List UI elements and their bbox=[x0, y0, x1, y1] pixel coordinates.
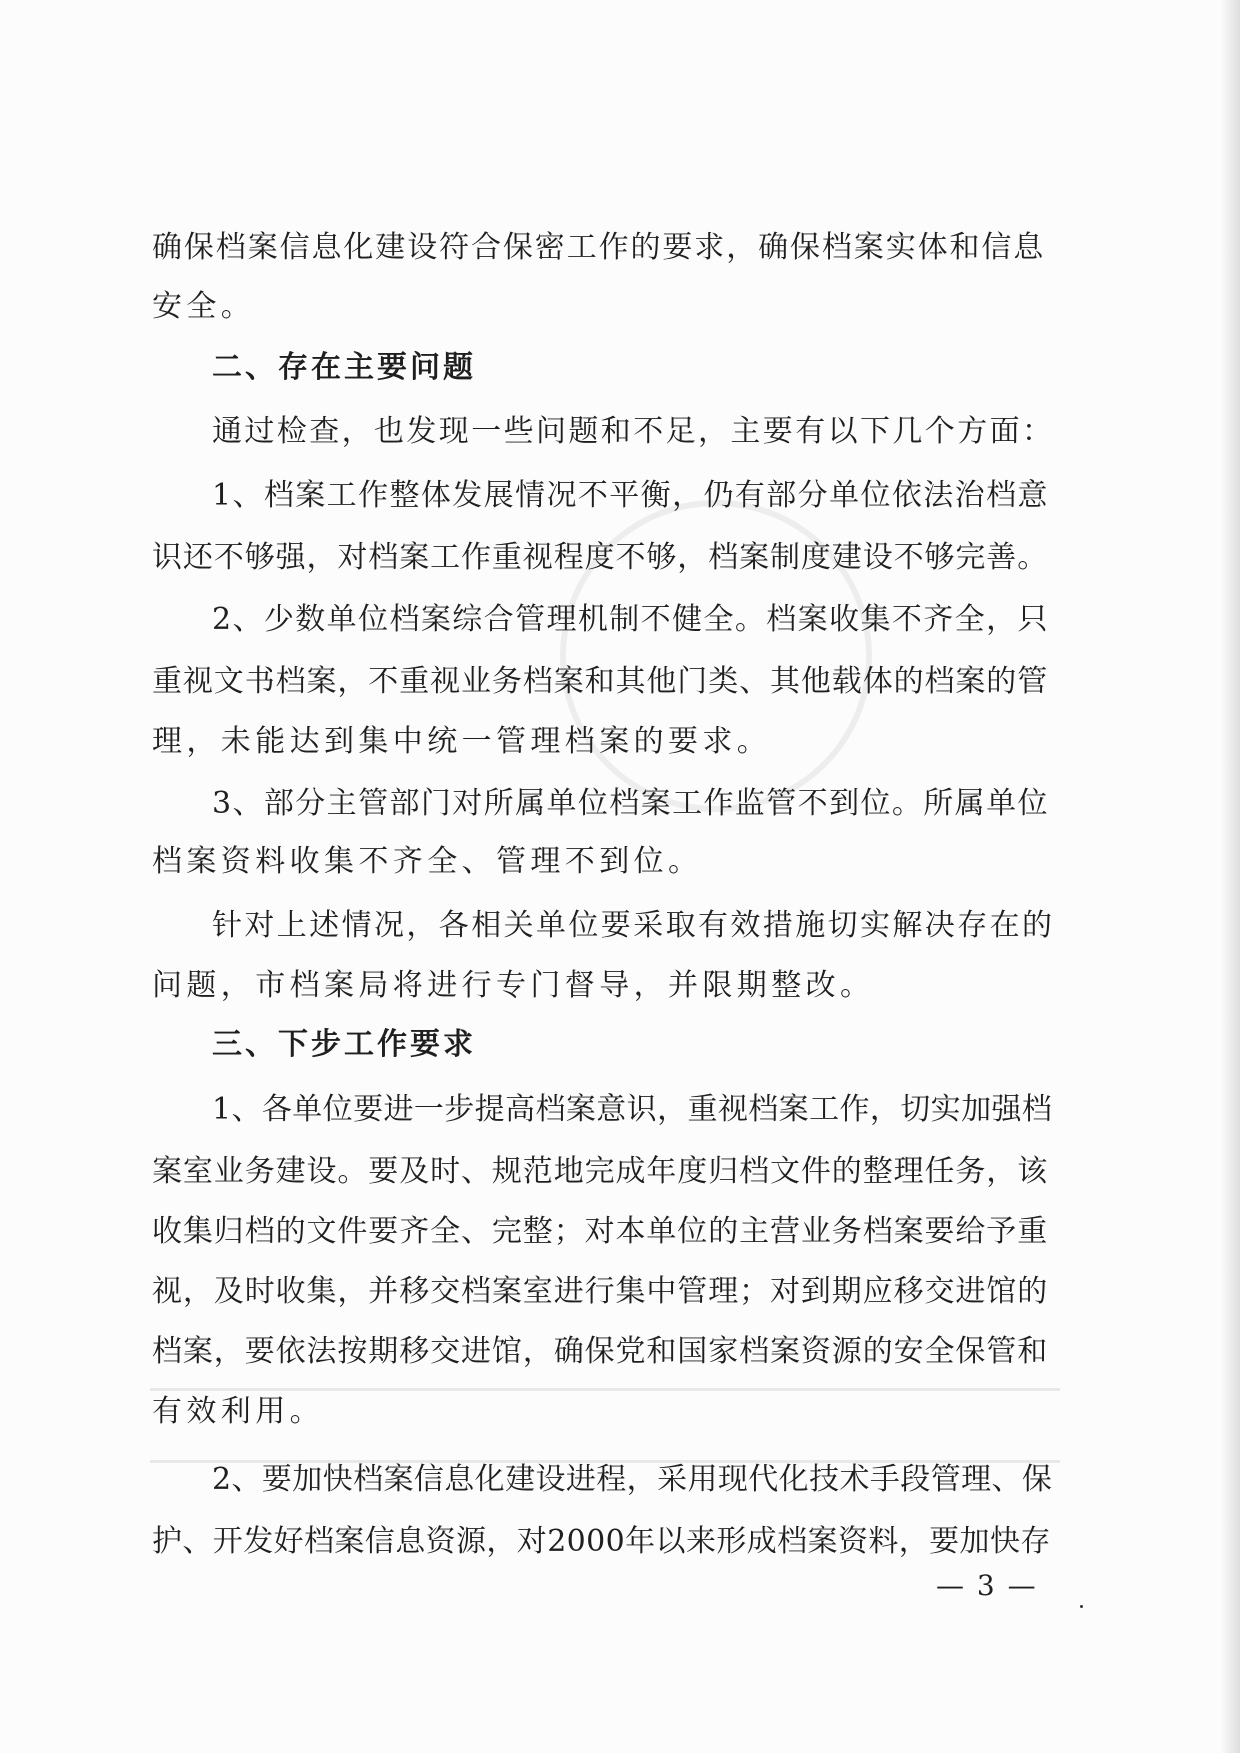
bleed-through-rule bbox=[150, 1388, 1060, 1391]
text-line-7: 2、少数单位档案综合管理机制不健全。档案收集不齐全，只 bbox=[212, 602, 1049, 637]
text-line-5: 1、档案工作整体发展情况不平衡，仍有部分单位依法治档意 bbox=[212, 478, 1049, 513]
text-line-2: 安全。 bbox=[152, 289, 256, 324]
text-line-22: 护、开发好档案信息资源，对2000年以来形成档案资料，要加快存 bbox=[152, 1524, 1051, 1559]
speck bbox=[1080, 1605, 1083, 1608]
text-line-13: 问题，市档案局将进行专门督导，并限期整改。 bbox=[152, 968, 875, 1003]
text-line-20: 有效利用。 bbox=[152, 1394, 324, 1429]
section-heading-2: 二、存在主要问题 bbox=[212, 350, 476, 385]
page-edge-shadow bbox=[1220, 0, 1240, 1753]
text-line-6: 识还不够强，对档案工作重视程度不够，档案制度建设不够完善。 bbox=[152, 540, 1049, 575]
text-line-1: 确保档案信息化建设符合保密工作的要求，确保档案实体和信息 bbox=[152, 230, 1046, 265]
text-line-10: 3、部分主管部门对所属单位档案工作监管不到位。所属单位 bbox=[212, 786, 1049, 821]
text-line-21: 2、要加快档案信息化建设进程，采用现代化技术手段管理、保 bbox=[212, 1462, 1053, 1497]
text-line-8: 重视文书档案，不重视业务档案和其他门类、其他载体的档案的管 bbox=[152, 664, 1049, 699]
text-line-19: 档案，要依法按期移交进馆，确保党和国家档案资源的安全保管和 bbox=[152, 1334, 1049, 1369]
text-line-12: 针对上述情况，各相关单位要采取有效措施切实解决存在的 bbox=[212, 908, 1055, 943]
text-line-4: 通过检查，也发现一些问题和不足，主要有以下几个方面： bbox=[212, 414, 1055, 449]
text-line-9: 理，未能达到集中统一管理档案的要求。 bbox=[152, 724, 772, 759]
text-line-11: 档案资料收集不齐全、管理不到位。 bbox=[152, 844, 703, 879]
text-line-16: 案室业务建设。要及时、规范地完成年度归档文件的整理任务，该 bbox=[152, 1154, 1049, 1189]
text-line-15: 1、各单位要进一步提高档案意识，重视档案工作，切实加强档 bbox=[212, 1092, 1053, 1127]
text-line-17: 收集归档的文件要齐全、完整；对本单位的主营业务档案要给予重 bbox=[152, 1214, 1049, 1249]
page-number: — 3 — bbox=[936, 1569, 1038, 1602]
text-line-18: 视，及时收集，并移交档案室进行集中管理；对到期应移交进馆的 bbox=[152, 1274, 1049, 1309]
section-heading-3: 三、下步工作要求 bbox=[212, 1027, 476, 1062]
